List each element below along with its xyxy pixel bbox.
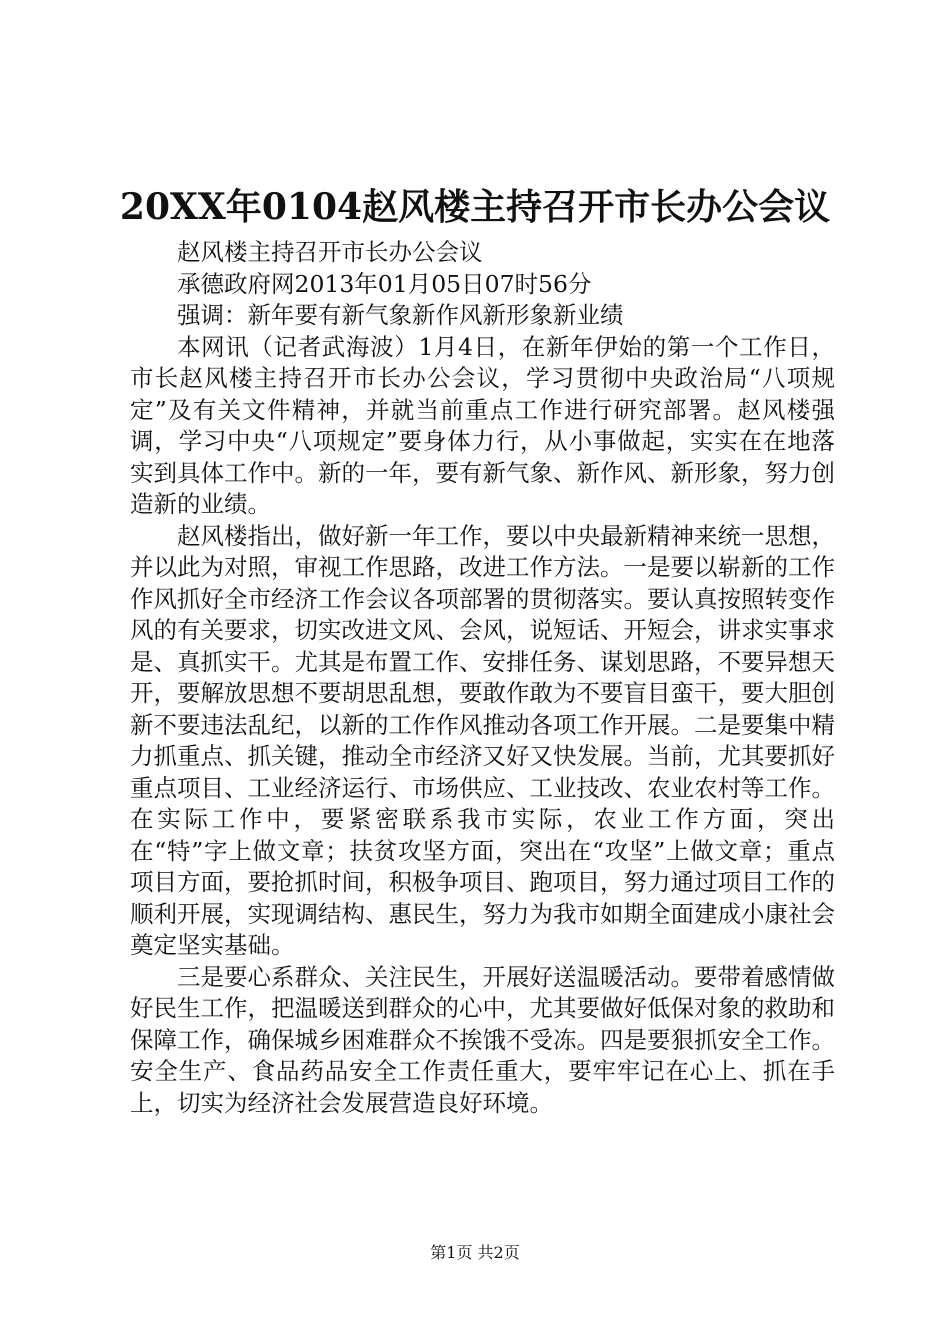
paragraph-emphasis: 强调：新年要有新气象新作风新形象新业绩 <box>177 301 624 329</box>
paragraph-main-points: 赵风楼指出，做好新一年工作，要以中央最新精神来统一思想，并以此为对照，审视工作思路，改进工作方法。一是要以崭新的工作作风抓好全市经济工作会议各项部署的贯彻落实。要认真按照转变作风的有关要求，切实改进文风、会风，说短话、开短会，讲求实事求是、真抓实干。尤其是布置工作、安排任务、谋划思路，不要异想天开，要解放思想不要胡思乱想，要敢作敢为不要盲目蛮干，要大胆创新不要违法乱纪，以新的工作作风推动各项工作开展。二是要集中精力抓重点、抓关键，推动全市经济又好又快发展。当前，尤其要抓好重点项目、工业经济运行、市场供应、工业技改、农业农村等工作。在实际工作中，要紧密联系我市实际，农业工作方面，突出在“特”字上做文章；扶贫攻坚方面，突出在“攻坚”上做文章；重点项目方面，要抢抓时间，积极争项目、跑项目，努力通过项目工作的顺利开展，实现调结构、惠民生，努力为我市如期全面建成小康社会奠定坚实基础。 <box>130 521 835 959</box>
document-body <box>130 237 835 1119</box>
paragraph-news-lead: 本网讯（记者武海波）1月4日，在新年伊始的第一个工作日，市长赵风楼主持召开市长办公会议，学习贯彻中央政治局“八项规定”及有关文件精神，并就当前重点工作进行研究部署。赵风楼强调，学习中央“八项规定”要身体力行，从小事做起，实实在在地落实到具体工作中。新的一年，要有新气象、新作风、新形象，努力创造新的业绩。 <box>130 332 835 518</box>
paragraph-subtitle: 赵风楼主持召开市长办公会议 <box>177 238 483 266</box>
paragraph-people-safety: 三是要心系群众、关注民生，开展好送温暖活动。要带着感情做好民生工作，把温暖送到群众的心中，尤其要做好低保对象的救助和保障工作，确保城乡困难群众不挨饿不受冻。四是要狠抓安全工作。安全生产、食品药品安全工作责任重大，要牢牢记在心上、抓在手上，切实为经济社会发展营造良好环境。 <box>130 962 835 1117</box>
page-number-footer: 第1页 共2页 <box>430 1243 520 1262</box>
page-title: 20XX年0104赵风楼主持召开市长办公会议 <box>119 186 831 228</box>
paragraph-source-date: 承德政府网2013年01月05日07时56分 <box>177 269 592 298</box>
